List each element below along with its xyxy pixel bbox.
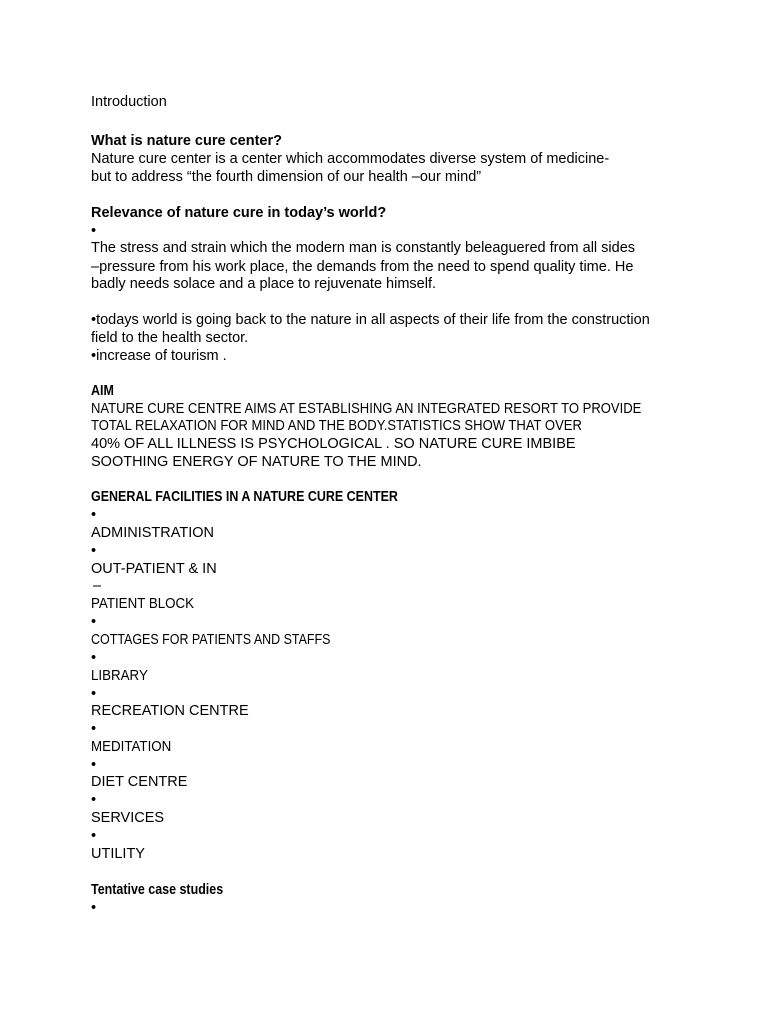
- facility-dash: –: [93, 578, 102, 594]
- facility-bullet: •: [91, 828, 97, 844]
- aim-heading: AIM: [91, 383, 114, 399]
- facility-item: COTTAGES FOR PATIENTS AND STAFFS: [91, 632, 331, 648]
- facility-item: DIET CENTRE: [91, 774, 188, 790]
- q2-bullet-2-line-2: field to the health sector.: [91, 330, 249, 346]
- aim-line-3: 40% OF ALL ILLNESS IS PSYCHOLOGICAL . SO NATURE CURE IMBIBE: [91, 436, 576, 452]
- facility-item: LIBRARY: [91, 668, 148, 684]
- facility-bullet: •: [91, 543, 97, 559]
- facility-bullet: •: [91, 614, 97, 630]
- q1-heading: What is nature cure center?: [91, 133, 282, 149]
- q1-line-1: Nature cure center is a center which accommodates diverse system of medicine-: [91, 151, 610, 167]
- aim-line-4: SOOTHING ENERGY OF NATURE TO THE MIND.: [91, 454, 422, 470]
- facility-bullet: •: [91, 757, 97, 773]
- aim-line-1: NATURE CURE CENTRE AIMS AT ESTABLISHING AN INTEGRATED RESORT TO PROVIDE: [91, 401, 642, 417]
- q2-para-line-3: badly needs solace and a place to rejuvenate himself.: [91, 276, 436, 292]
- q2-bullet-2-line-1: •todays world is going back to the nature in all aspects of their life from the construction: [91, 312, 650, 328]
- facility-bullet: •: [91, 721, 97, 737]
- facility-item: RECREATION CENTRE: [91, 703, 249, 719]
- q2-para-line-1: The stress and strain which the modern man is constantly beleaguered from all sides: [91, 240, 636, 256]
- facility-item: ADMINISTRATION: [91, 525, 214, 541]
- q1-line-2: but to address “the fourth dimension of our health –our mind”: [91, 169, 482, 185]
- facility-item: PATIENT BLOCK: [91, 596, 195, 612]
- facility-item: UTILITY: [91, 846, 145, 862]
- facility-item: SERVICES: [91, 810, 165, 826]
- q2-bullet: •: [91, 223, 97, 239]
- facility-bullet: •: [91, 686, 97, 702]
- case-studies-heading: Tentative case studies: [91, 882, 224, 898]
- facility-item: OUT-PATIENT & IN: [91, 561, 217, 577]
- facility-bullet: •: [91, 507, 97, 523]
- case-studies-bullet: •: [91, 900, 97, 916]
- facility-bullet: •: [91, 650, 97, 666]
- q2-para-line-2: –pressure from his work place, the demands from the need to spend quality time. He: [91, 259, 634, 275]
- q2-bullet-3: •increase of tourism .: [91, 348, 227, 364]
- intro-heading: Introduction: [91, 94, 167, 110]
- q2-heading: Relevance of nature cure in today’s world?: [91, 205, 387, 221]
- facility-item: MEDITATION: [91, 739, 172, 755]
- facility-bullet: •: [91, 792, 97, 808]
- facilities-heading: GENERAL FACILITIES IN A NATURE CURE CENTER: [91, 489, 398, 505]
- aim-line-2: TOTAL RELAXATION FOR MIND AND THE BODY.STATISTICS SHOW THAT OVER: [91, 418, 582, 434]
